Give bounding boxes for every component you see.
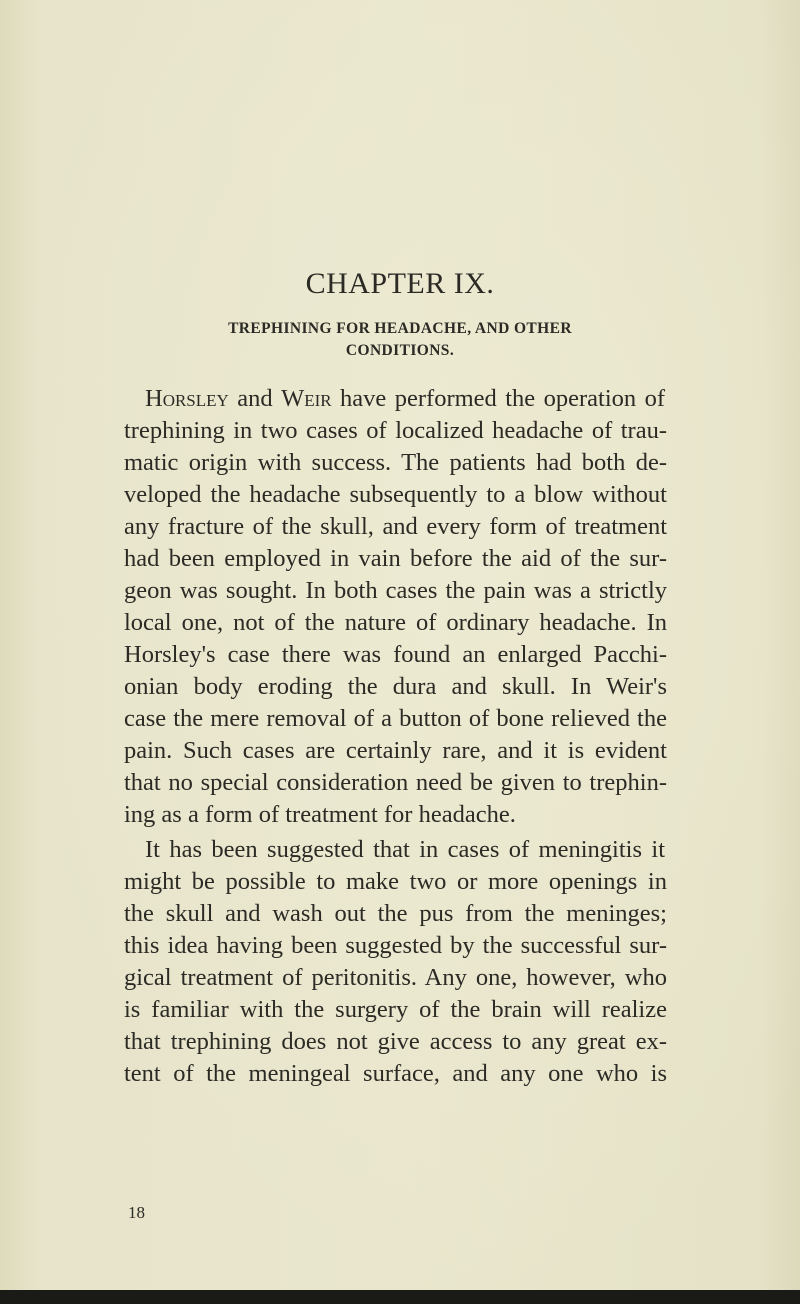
text-line: matic origin with success. The patients had both de- — [124, 449, 667, 476]
text-line: might be possible to make two or more openings in — [124, 868, 667, 895]
text-line: any fracture of the skull, and every form of treatment — [124, 513, 667, 540]
text-line: had been employed in vain before the aid of the sur- — [124, 545, 667, 572]
text-fragment: and — [228, 385, 282, 412]
section-heading-line: TREPHINING FOR HEADACHE, AND OTHER — [228, 320, 572, 337]
author-name-horsley: Horsley — [145, 385, 229, 412]
text-line: pain. Such cases are certainly rare, and it is evident — [124, 737, 667, 764]
text-line: geon was sought. In both cases the pain was a strictly — [124, 577, 667, 604]
text-line: It has been suggested that in cases of meningitis it — [145, 836, 665, 863]
text-line: local one, not of the nature of ordinary headache. In — [124, 609, 667, 636]
chapter-title: CHAPTER IX. — [305, 267, 495, 300]
text-line: trephining in two cases of localized headache of trau- — [124, 417, 667, 444]
text-line: Horsley's case there was found an enlarged Pacchi- — [124, 641, 667, 668]
text-line: gical treatment of peritonitis. Any one, however, who — [124, 964, 667, 991]
text-line: veloped the headache subsequently to a blow without — [124, 481, 667, 508]
text-line: the skull and wash out the pus from the meninges; — [124, 900, 667, 927]
section-heading-line: CONDITIONS. — [345, 342, 455, 359]
text-fragment: have performed the operation of — [331, 385, 665, 412]
text-line — [145, 383, 665, 415]
text-line: ing as a form of treatment for headache. — [124, 801, 516, 828]
text-line: this idea having been suggested by the successful sur- — [124, 932, 667, 959]
page-number: 18 — [128, 1203, 145, 1222]
scan-bottom-edge — [0, 1290, 800, 1304]
text-line: is familiar with the surgery of the brain will realize — [124, 996, 667, 1023]
text-line: onian body eroding the dura and skull. In Weir's — [124, 673, 667, 700]
author-name-weir: Weir — [281, 385, 332, 412]
text-line: case the mere removal of a button of bone relieved the — [124, 705, 667, 732]
text-line: tent of the meningeal surface, and any one who is — [124, 1060, 667, 1087]
text-line: that trephining does not give access to any great ex- — [124, 1028, 667, 1055]
text-line: that no special consideration need be given to trephin- — [124, 769, 667, 796]
section-heading — [0, 318, 800, 362]
